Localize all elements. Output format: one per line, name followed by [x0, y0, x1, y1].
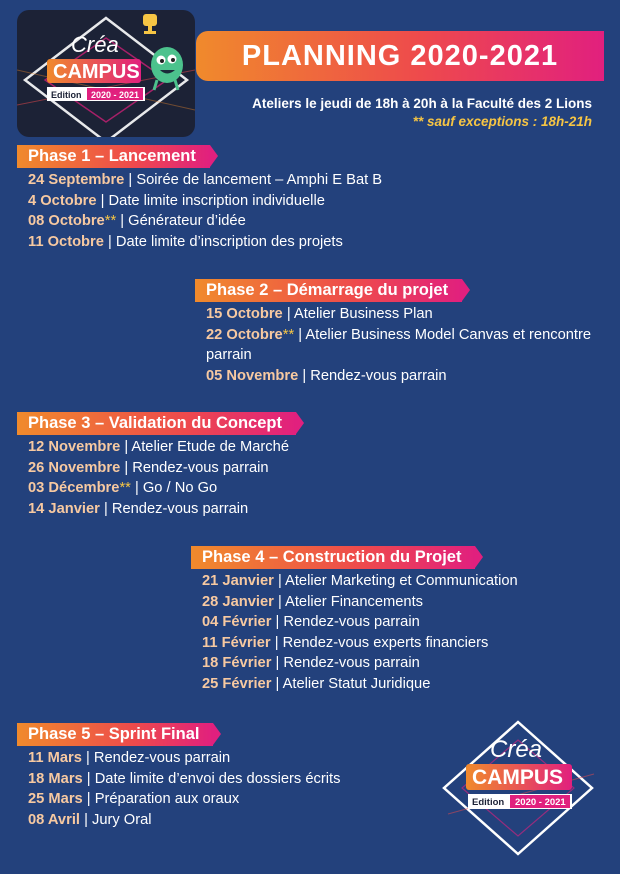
list-item: 11 Mars | Rendez-vous parrain [28, 750, 231, 766]
phase-3 [17, 412, 296, 519]
phase-items [17, 437, 296, 519]
svg-text:CAMPUS: CAMPUS [472, 766, 564, 789]
list-item: 18 Mars | Date limite d’envoi des dossiers écrits [28, 770, 341, 787]
phase-title: Phase 1 – Lancement [17, 145, 210, 168]
list-item: 4 Octobre | Date limite inscription individuelle [28, 192, 325, 209]
list-item: 08 Avril | Jury Oral [28, 811, 152, 828]
logo-graphic [438, 718, 598, 858]
mascot-icon [151, 47, 183, 90]
svg-text:CAMPUS: CAMPUS [53, 61, 140, 83]
list-item: 21 Janvier | Atelier Marketing et Communication [202, 573, 518, 589]
schedule-subtitle: Ateliers le jeudi de 18h à 20h à la Faculté des 2 Lions [252, 96, 592, 111]
list-item: 08 Octobre** | Générateur d’idée [28, 213, 246, 229]
list-item: 04 Février | Rendez-vous parrain [202, 614, 420, 630]
phase-4 [191, 546, 518, 694]
svg-text:Edition: Edition [51, 90, 82, 100]
phase-2 [195, 279, 595, 386]
phase-items [195, 304, 595, 386]
exceptions-note: ** sauf exceptions : 18h-21h [412, 114, 592, 129]
list-item: 03 Décembre** | Go / No Go [28, 480, 218, 496]
phase-title: Phase 3 – Validation du Concept [17, 412, 296, 435]
svg-text:Créa: Créa [71, 32, 119, 57]
phase-items [17, 170, 382, 252]
list-item: 15 Octobre | Atelier Business Plan [206, 306, 433, 322]
logo-graphic [17, 10, 195, 137]
list-item: 14 Janvier | Rendez-vous parrain [28, 500, 249, 517]
list-item: 18 Février | Rendez-vous parrain [202, 655, 420, 671]
list-item: 26 Novembre | Rendez-vous parrain [28, 459, 269, 476]
crea-campus-logo-bottom [438, 718, 598, 858]
trophy-icon [143, 14, 157, 34]
list-item: 11 Février | Rendez-vous experts financiers [202, 634, 489, 651]
svg-text:2020 - 2021: 2020 - 2021 [91, 90, 140, 100]
svg-text:2020 - 2021: 2020 - 2021 [515, 797, 566, 808]
crea-campus-logo [17, 10, 195, 137]
list-item: 28 Janvier | Atelier Financements [202, 593, 424, 610]
phase-title: Phase 5 – Sprint Final [17, 723, 213, 746]
svg-text:Edition: Edition [472, 797, 505, 808]
phase-items [17, 748, 340, 830]
phase-5 [17, 723, 340, 830]
list-item: 05 Novembre | Rendez-vous parrain [206, 367, 447, 384]
svg-text:Créa: Créa [490, 736, 543, 763]
schedule-info [252, 95, 592, 131]
list-item: 25 Février | Atelier Statut Juridique [202, 675, 431, 692]
list-item: 12 Novembre | Atelier Etude de Marché [28, 439, 289, 455]
phase-title: Phase 2 – Démarrage du projet [195, 279, 462, 302]
phase-items [191, 571, 518, 694]
list-item: 11 Octobre | Date limite d’inscription des projets [28, 233, 343, 250]
list-item: 22 Octobre** | Atelier Business Model Canvas et rencontre parrain [206, 326, 592, 363]
list-item: 25 Mars | Préparation aux oraux [28, 791, 240, 807]
list-item: 24 Septembre | Soirée de lancement – Amphi E Bat B [28, 172, 383, 188]
page-title: PLANNING 2020-2021 [241, 39, 559, 72]
phase-title: Phase 4 – Construction du Projet [191, 546, 475, 569]
phase-1 [17, 145, 382, 252]
title-banner [196, 31, 604, 81]
